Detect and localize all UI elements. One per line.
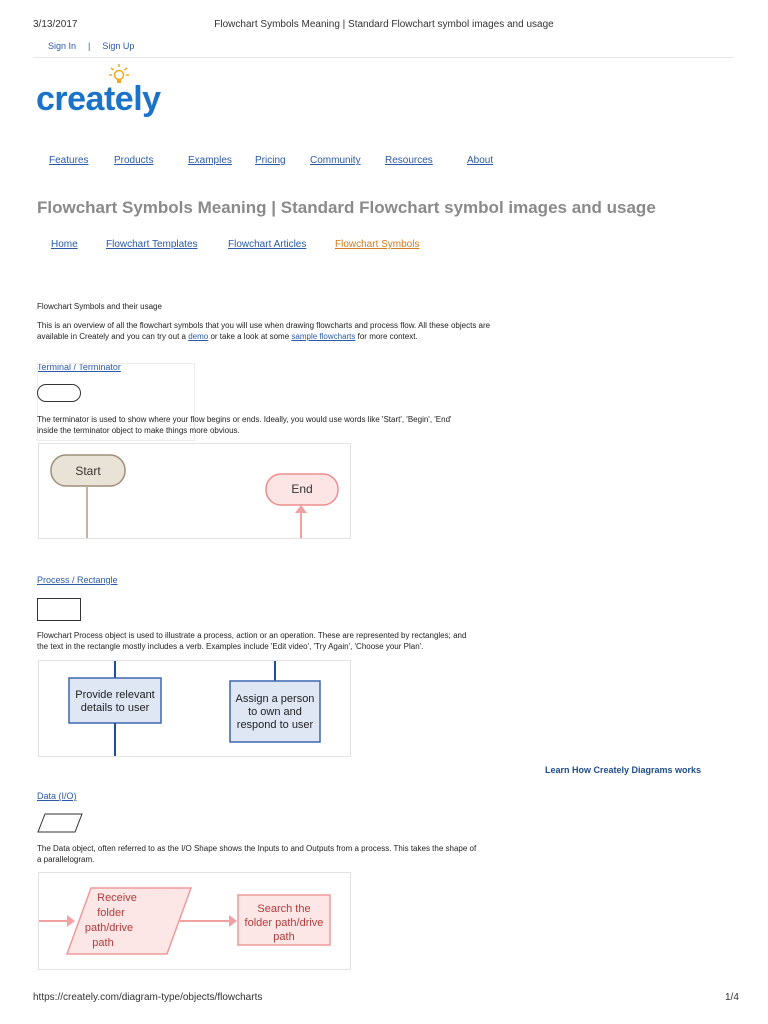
sign-up-link[interactable]: Sign Up xyxy=(102,41,135,51)
terminal-example-diagram xyxy=(39,444,350,538)
nav-community-link[interactable]: Community xyxy=(310,155,361,166)
nav-pricing-link[interactable]: Pricing xyxy=(255,155,286,166)
process-box2-line1: Assign a person xyxy=(235,693,315,705)
nav-about-link[interactable]: About xyxy=(467,155,494,166)
data-para-line2: folder xyxy=(97,907,125,919)
sample-flowcharts-link[interactable]: sample flowcharts xyxy=(291,332,356,341)
process-description xyxy=(37,630,517,652)
process-desc-line-1: Flowchart Process object is used to illustrate a process, action or an operation. These are represented by rectangles; and xyxy=(37,631,467,640)
page-number: 1/4 xyxy=(725,992,739,1003)
data-para-line3: path/drive xyxy=(84,922,134,934)
page-title: Flowchart Symbols Meaning | Standard Flowchart symbol images and usage xyxy=(37,198,656,217)
nav-resources[interactable] xyxy=(385,155,433,166)
nav-products[interactable] xyxy=(114,155,153,166)
intro-line-1: This is an overview of all the flowchart symbols that you will use when drawing flowcharts and process flow. All these objects are xyxy=(37,321,491,330)
nav-pricing[interactable] xyxy=(255,155,286,166)
data-io-desc-line-2: a parallelogram. xyxy=(37,855,95,864)
print-date: 3/13/2017 xyxy=(33,19,78,30)
intro-heading: Flowchart Symbols and their usage xyxy=(37,302,162,311)
process-box2-line2: to own and xyxy=(248,706,302,718)
data-box-line1: Search the xyxy=(257,903,311,915)
breadcrumb-home[interactable] xyxy=(51,239,78,250)
data-para-line1: Receive xyxy=(97,892,137,904)
demo-link[interactable]: demo xyxy=(188,332,209,341)
nav-resources-link[interactable]: Resources xyxy=(385,155,433,166)
nav-community[interactable] xyxy=(310,155,361,166)
rectangle-shape-icon xyxy=(37,598,81,621)
intro-text-a: available in Creately and you can try out a xyxy=(37,332,189,341)
breadcrumb-templates-link[interactable]: Flowchart Templates xyxy=(106,239,198,250)
sign-in-link[interactable]: Sign In xyxy=(48,41,77,51)
terminal-desc-line-1: The terminator is used to show where your flow begins or ends. Ideally, you would use words like 'Start', 'Begin', 'End' xyxy=(37,415,452,424)
logo-text-end: ly xyxy=(133,80,161,118)
data-para-line4: path xyxy=(92,937,114,949)
intro-text-b: or take a look at some xyxy=(208,332,292,341)
logo-text-main: create xyxy=(36,80,134,118)
terminal-desc-line-2: inside the terminator object to make things more obvious. xyxy=(37,426,240,435)
nav-features-link[interactable]: Features xyxy=(49,155,89,166)
data-io-desc-line-1: The Data object, often referred to as the I/O Shape shows the Inputs to and Outputs from a process. This takes the shape of xyxy=(37,844,477,853)
intro-text-c: for more context. xyxy=(355,332,418,341)
breadcrumb-articles-link[interactable]: Flowchart Articles xyxy=(228,239,307,250)
nav-examples[interactable] xyxy=(188,155,232,166)
process-desc-line-2: the text in the rectangle mostly includes a verb. Examples include 'Edit video', 'Try Again', 'Choose your Plan'. xyxy=(37,642,424,651)
data-box-line3: path xyxy=(273,931,295,943)
breadcrumb-articles[interactable] xyxy=(228,239,306,250)
breadcrumb-symbols-link[interactable]: Flowchart Symbols xyxy=(335,239,420,250)
process-example-figure xyxy=(38,660,351,757)
creately-logo[interactable] xyxy=(36,80,161,119)
data-io-example-diagram xyxy=(39,873,350,969)
account-links xyxy=(48,41,134,51)
nav-products-link[interactable]: Products xyxy=(114,155,154,166)
process-box1-line2: details to user xyxy=(80,702,150,714)
breadcrumb-symbols[interactable] xyxy=(335,239,419,250)
intro-paragraph xyxy=(37,320,537,342)
terminal-example-figure xyxy=(38,443,351,539)
parallelogram-shape-icon xyxy=(37,813,83,833)
print-title: Flowchart Symbols Meaning | Standard Flowchart symbol images and usage xyxy=(214,19,554,30)
link-separator: | xyxy=(88,41,91,51)
header-divider xyxy=(33,57,733,58)
data-box-line2: folder path/drive xyxy=(244,917,324,929)
print-url: https://creately.com/diagram-type/objects/flowcharts xyxy=(33,992,263,1003)
intro-line-2 xyxy=(37,331,537,342)
nav-about[interactable] xyxy=(467,155,493,166)
end-label: End xyxy=(291,482,313,496)
learn-creately-link[interactable]: Learn How Creately Diagrams works xyxy=(545,765,702,775)
data-io-section-link[interactable]: Data (I/O) xyxy=(37,791,77,801)
terminal-description xyxy=(37,414,507,436)
breadcrumb-templates[interactable] xyxy=(106,239,198,250)
process-section-link[interactable]: Process / Rectangle xyxy=(37,575,118,585)
terminator-shape-icon xyxy=(37,384,81,402)
process-box1-line1: Provide relevant xyxy=(75,689,155,701)
breadcrumb-home-link[interactable]: Home xyxy=(51,239,78,250)
process-example-diagram xyxy=(39,661,350,756)
nav-examples-link[interactable]: Examples xyxy=(188,155,232,166)
process-box2-line3: respond to user xyxy=(236,719,314,731)
start-label: Start xyxy=(75,464,101,478)
nav-features[interactable] xyxy=(49,155,88,166)
data-io-example-figure xyxy=(38,872,351,970)
data-io-description xyxy=(37,843,517,865)
terminal-section-link[interactable]: Terminal / Terminator xyxy=(37,362,121,372)
